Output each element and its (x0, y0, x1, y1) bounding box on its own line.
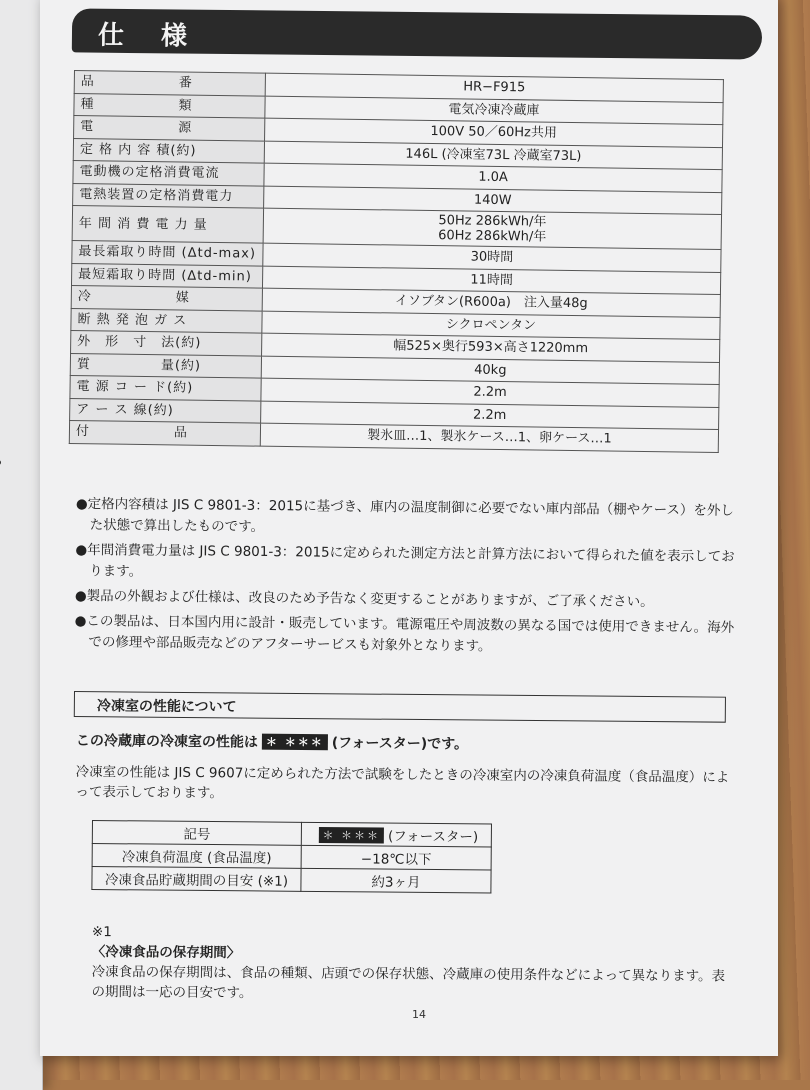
spec-label: 断 熱 発 泡 ガ ス (71, 308, 262, 333)
freezer-body: 冷凍室の性能は JIS C 9607に定められた方法で試験をしたときの冷凍室内の冷凍負荷温度（食品温度）によって表示しております。 (75, 763, 730, 802)
freezer-heading: 冷凍室の性能について (96, 698, 237, 716)
spec-label: 電熱装置の定格消費電力 (73, 183, 264, 208)
freezer-heading-box (74, 691, 726, 723)
spec-label: 種 類 (74, 93, 265, 118)
footnote-mark: ※1 (91, 923, 112, 941)
freezer-section (75, 730, 736, 808)
freezer-table-row (92, 867, 491, 893)
spec-value: 1.0A (264, 163, 722, 192)
freezer-table (91, 820, 492, 893)
freezer-row-label: 冷凍負荷温度 (食品温度) (92, 844, 301, 869)
page-number: 14 (412, 1008, 426, 1021)
spec-label: ア ー ス 線(約) (70, 398, 261, 423)
spec-label: 定 格 内 容 積(約) (73, 138, 264, 163)
note-item: ●年間消費電力量は JIS C 9801-3：2015に定められた測定方法と計算方法において得られた値を表示しております。 (75, 541, 735, 580)
note-item: ●製品の外観および仕様は、改良のため予告なく変更することがありますが、ご了承ください。 (74, 587, 654, 611)
spec-value: 146L (冷凍室73L 冷蔵室73L) (264, 141, 722, 170)
freezer-row-value: 約3ヶ月 (301, 868, 491, 893)
spec-label: 年 間 消 費 電 力 量 (72, 205, 263, 243)
freezer-lead-after: (フォースター)です。 (331, 735, 469, 753)
freezer-header-label: 記号 (92, 821, 301, 846)
spec-label: 電 源 (74, 116, 265, 141)
footnote-block (91, 922, 732, 1006)
freezer-row-label: 冷凍食品貯蔵期間の目安 (※1) (92, 867, 301, 892)
spec-label: 付 品 (69, 420, 260, 445)
footnote-text: 冷凍食品の保存期間は、食品の種類、店頭での保存状態、冷蔵庫の使用条件などによって異なります。表の期間は一応の目安です。 (91, 963, 726, 1002)
spec-value: 11時間 (262, 266, 720, 295)
spec-value: 2.2m (261, 378, 719, 407)
note-item: ●この製品は、日本国内用に設計・販売しています。電源電圧や周波数の異なる国では使用できません。海外での修理や部品販売などのアフターサービスも対象外となります。 (74, 612, 735, 655)
spec-value: 140W (264, 186, 722, 215)
spec-label: 外 形 寸 法(約) (71, 330, 262, 355)
spec-value-line: 60Hz 286kWh/年 (438, 228, 547, 245)
left-page-mark (0, 460, 1, 465)
spec-value: 30時間 (263, 243, 721, 272)
spec-value: 電気冷凍冷蔵庫 (265, 96, 723, 125)
freezer-lead-before: この冷蔵庫の冷凍室の性能は (75, 732, 258, 751)
section-title-bar (72, 8, 762, 59)
manual-page (40, 0, 778, 1056)
four-star-badge: ＊ ＊＊＊ (318, 827, 384, 844)
spec-value: 2.2m (261, 401, 719, 430)
spec-label: 電 源 コ ー ド(約) (70, 375, 261, 400)
spec-label: 最短霜取り時間 (Δtd-min) (71, 263, 262, 288)
freezer-row-value: −18℃以下 (301, 845, 491, 870)
spec-value: 製氷皿…1、製氷ケース…1、卵ケース…1 (260, 423, 718, 452)
footnote-title: 〈冷凍食品の保存期間〉 (91, 943, 241, 962)
spec-table (69, 70, 724, 453)
freezer-header-symbol (301, 822, 491, 847)
freezer-lead (76, 730, 736, 756)
section-title: 仕 様 (97, 20, 202, 52)
spec-label: 質 量(約) (70, 353, 261, 378)
freezer-table-row (92, 844, 491, 870)
spec-value: HR−F915 (265, 73, 723, 102)
spec-value: 100V 50／60Hz共用 (265, 118, 723, 147)
spec-value: シクロペンタン (262, 311, 720, 340)
spec-value: 40kg (261, 356, 719, 385)
notes-block (74, 494, 736, 664)
four-star-badge: ＊ ＊＊＊ (262, 734, 328, 751)
left-page-edge (0, 0, 43, 1090)
note-item: ●定格内容積は JIS C 9801-3：2015に基づき、庫内の温度制御に必要でない庫内部品（棚やケース）を外した状態で算出したものです。 (75, 495, 735, 535)
spec-label: 品 番 (74, 71, 265, 96)
spec-value: 幅525×奥行593×高さ1220mm (262, 333, 720, 362)
spec-label: 電動機の定格消費電流 (73, 160, 264, 185)
spec-label: 冷 媒 (71, 285, 262, 310)
freezer-table-header (92, 821, 491, 847)
spec-value-line: 50Hz 286kWh/年 (438, 213, 547, 230)
spec-value: イソブタン(R600a) 注入量48g (262, 288, 720, 317)
spec-label: 最長霜取り時間 (Δtd-max) (72, 240, 263, 265)
freezer-header-name: (フォースター) (387, 828, 479, 846)
